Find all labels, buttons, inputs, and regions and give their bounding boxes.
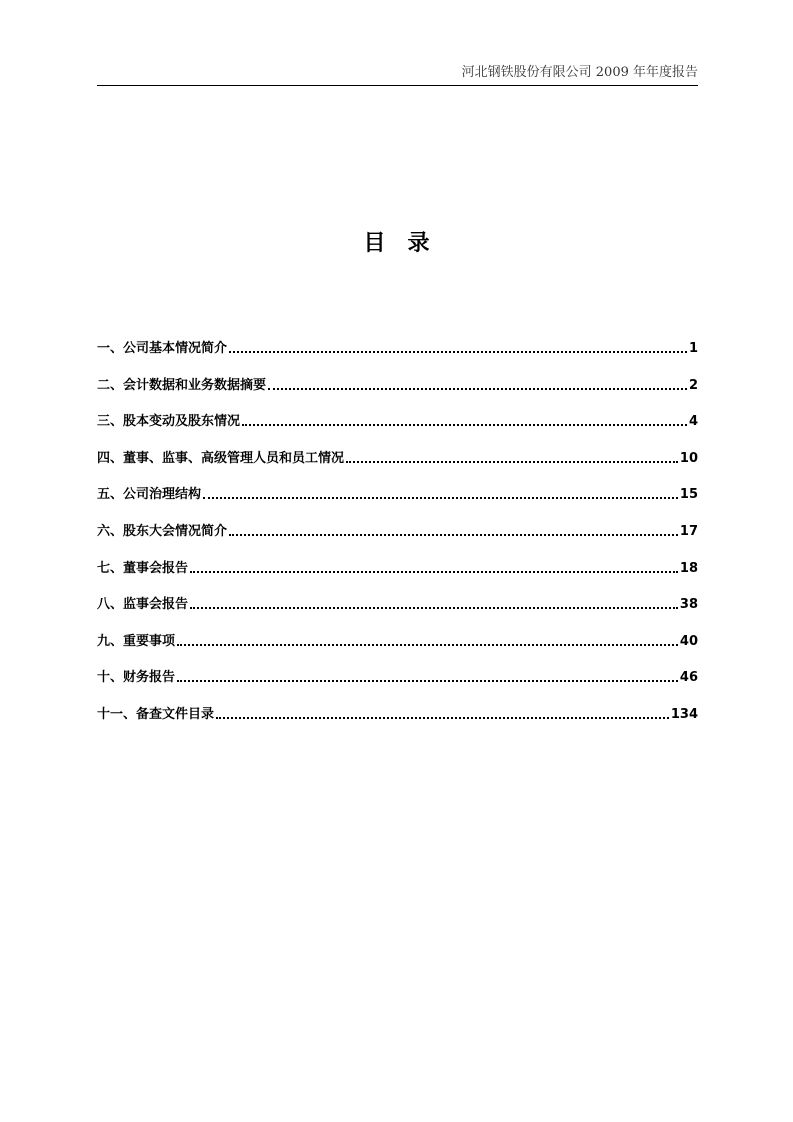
toc-dot-leader	[268, 374, 687, 390]
toc-entry-label: 二、会计数据和业务数据摘要	[97, 377, 267, 393]
toc-dot-leader	[242, 410, 687, 426]
toc-entry-page: 4	[688, 414, 698, 430]
toc-dot-leader	[177, 630, 678, 646]
toc-entry-directors-staff[interactable]	[97, 446, 698, 483]
toc-dot-leader	[216, 703, 669, 719]
toc-title: 目录	[363, 231, 452, 256]
toc-entry-share-capital[interactable]	[97, 409, 698, 446]
toc-entry-page: 134	[670, 706, 698, 722]
toc-dot-leader	[203, 483, 678, 499]
toc-entry-page: 10	[679, 450, 698, 466]
toc-dot-leader	[190, 557, 678, 573]
toc-dot-leader	[229, 520, 678, 536]
toc-entry-label: 一、公司基本情况简介	[97, 341, 228, 356]
toc-dot-leader	[190, 593, 678, 609]
toc-list	[97, 336, 698, 739]
toc-entry-page: 15	[679, 487, 698, 503]
toc-entry-page: 17	[679, 523, 698, 539]
toc-entry-page: 18	[679, 560, 698, 576]
toc-entry-page: 2	[688, 377, 698, 393]
toc-entry-label: 十、财务报告	[97, 670, 176, 686]
toc-entry-label: 四、董事、监事、高级管理人员和员工情况	[97, 450, 345, 466]
toc-entry-board-report[interactable]	[97, 556, 698, 593]
toc-dot-leader	[229, 337, 687, 353]
toc-dot-leader	[177, 666, 678, 682]
toc-entry-governance[interactable]	[97, 482, 698, 519]
running-header: 河北钢铁股份有限公司 2009 年年度报告	[461, 65, 698, 80]
toc-entry-page: 1	[688, 341, 698, 356]
toc-entry-label: 八、监事会报告	[97, 597, 189, 613]
toc-entry-page: 46	[679, 670, 698, 686]
toc-entry-significant-events[interactable]	[97, 629, 698, 666]
header-rule	[97, 85, 698, 86]
toc-entry-reference-documents[interactable]	[97, 702, 698, 739]
toc-entry-company-profile[interactable]	[97, 336, 698, 373]
toc-entry-label: 七、董事会报告	[97, 560, 189, 576]
toc-entry-financial-report[interactable]	[97, 665, 698, 702]
toc-entry-label: 六、股东大会情况简介	[97, 523, 228, 539]
toc-entry-label: 五、公司治理结构	[97, 487, 202, 503]
toc-entry-page: 38	[679, 597, 698, 613]
toc-entry-supervisory-report[interactable]	[97, 592, 698, 629]
toc-entry-shareholders-meeting[interactable]	[97, 519, 698, 556]
toc-entry-label: 三、股本变动及股东情况	[97, 414, 241, 430]
toc-entry-label: 九、重要事项	[97, 633, 176, 649]
toc-dot-leader	[346, 447, 678, 463]
toc-entry-page: 40	[679, 633, 698, 649]
toc-entry-label: 十一、备查文件目录	[97, 706, 215, 722]
toc-entry-accounting-data[interactable]	[97, 373, 698, 410]
